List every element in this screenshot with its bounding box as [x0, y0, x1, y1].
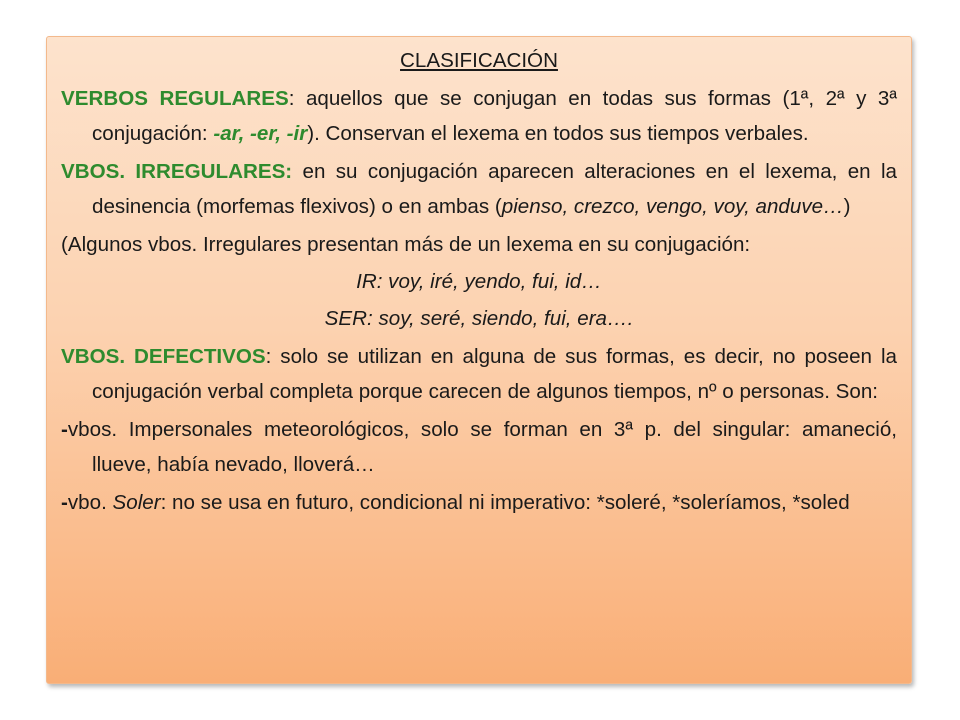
examples-irregulares: pienso, crezco, vengo, voy, anduve… [501, 195, 844, 218]
heading-irregulares: VBOS. IRREGULARES: [61, 160, 293, 183]
text-regulares-a: : aquellos que se conjugan en todas sus formas (1ª, 2ª y 3ª conjugación: [92, 87, 897, 145]
dash-soler: - [61, 491, 68, 514]
example-ir: IR: voy, iré, yendo, fui, id… [356, 270, 602, 293]
paragraph-algunos: (Algunos vbos. Irregulares presentan más de un lexema en su conjugación: [61, 233, 751, 256]
text-regulares-b: ). Conservan el lexema en todos sus tiempos verbales. [307, 122, 809, 145]
text-defectivos: : solo se utilizan en alguna de sus formas, es decir, no poseen la conjugación verbal completa porque carecen de algunos tiempos, nº o personas. Son: [92, 345, 897, 403]
content-box [46, 36, 912, 684]
text-irregulares-a: en su conjugación aparecen alteraciones en el lexema, en la desinencia (morfemas flexivos) o en ambas ( [92, 160, 897, 218]
paragraph-irregulares [61, 154, 897, 224]
text-soler-b: : no se usa en futuro, condicional ni imperativo: *soleré, *soleríamos, *soled [160, 491, 850, 514]
heading-defectivos: VBOS. DEFECTIVOS [61, 345, 266, 368]
text-irregulares-b: ) [843, 195, 851, 218]
dash-impersonales: - [61, 418, 68, 441]
example-ser: SER: soy, seré, siendo, fui, era…. [324, 307, 634, 330]
paragraph-defectivos [61, 339, 897, 409]
text-soler-a: vbo. [67, 491, 113, 514]
text-impersonales: vbos. Impersonales meteorológicos, solo se forman en 3ª p. del singular: amaneció, llueve, había nevado, lloverá… [67, 418, 897, 476]
endings-regulares: -ar, -er, -ir [213, 122, 308, 145]
paragraph-soler [61, 485, 897, 520]
slide-title: CLASIFICACIÓN [400, 49, 558, 72]
verb-soler: Soler [112, 491, 161, 514]
paragraph-regulares [61, 81, 897, 151]
heading-regulares: VERBOS REGULARES [61, 87, 289, 110]
paragraph-impersonales [61, 412, 897, 482]
